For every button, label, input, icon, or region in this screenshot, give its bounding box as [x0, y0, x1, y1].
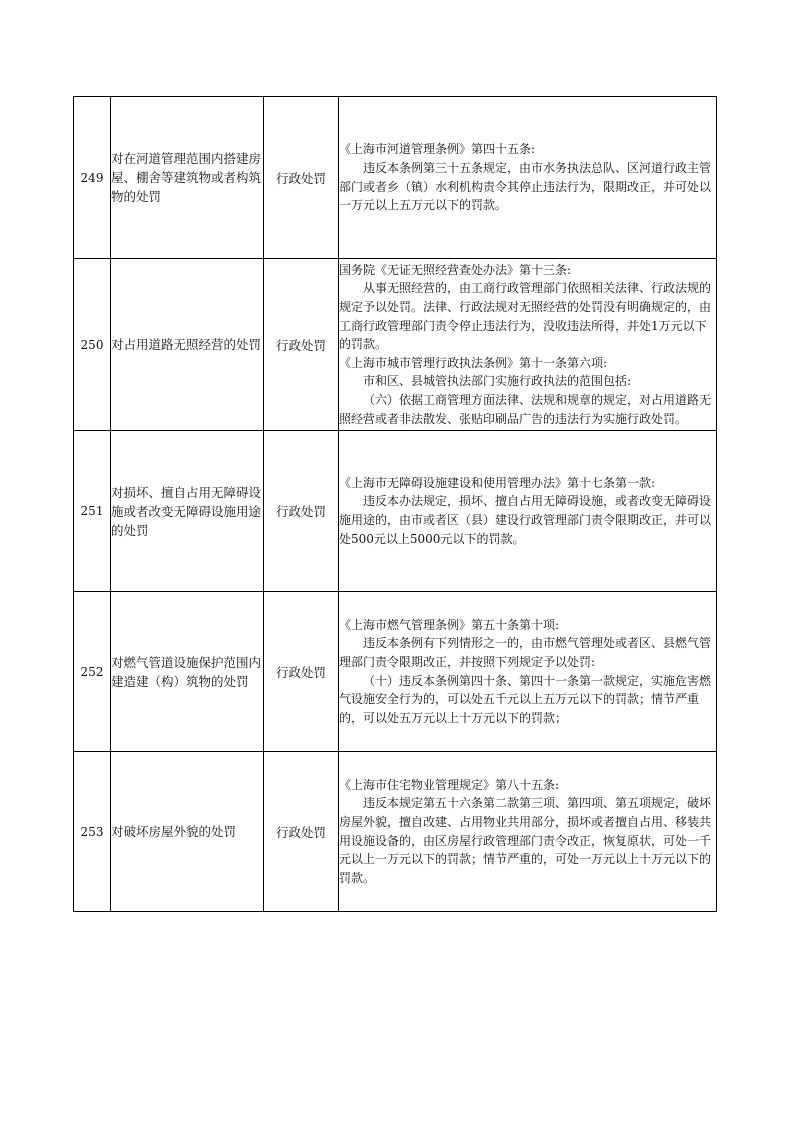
basis-line: 市和区、县城管执法部门实施行政执法的范围包括:	[363, 374, 632, 389]
table-row	[74, 97, 717, 259]
basis-line: 违反本条例有下列情形之一的，由市燃气管理处或者区、县燃气管理部门责令限期改正，并按照下列规定予以处罚:	[339, 636, 712, 669]
penalty-type: 行政处罚	[264, 752, 339, 912]
basis-line: （六）依据工商管理方面法律、法规和规章的规定，对占用道路无照经营或者非法散发、张贴印刷品广告的违法行为实施行政处罚。	[339, 392, 712, 426]
basis-line: 违反本规定第五十六条第二款第三项、第四项、第五项规定，破坏房屋外貌，擅自改建、占用物业共用部分，损坏或者擅自占用、移装共用设施设备的，由区房屋行政管理部门责令改正，恢复原状，可处一千元以上一万元以下的罚款；情节严重的，可处一万元以上十万元以下的罚款。	[339, 796, 712, 885]
penalty-type: 行政处罚	[264, 592, 339, 752]
penalty-type: 行政处罚	[264, 97, 339, 259]
legal-basis	[339, 592, 717, 752]
basis-line: 从事无照经营的，由工商行政管理部门依照相关法律、行政法规的规定予以处罚。法律、行政法规对无照经营的处罚没有明确规定的，由工商行政管理部门责令停止违法行为，没收违法所得，并处1万元以下的罚款。	[339, 281, 712, 352]
penalty-table	[73, 96, 717, 912]
basis-line: 违反本条例第三十五条规定，由市水务执法总队、区河道行政主管部门或者乡（镇）水利机构责令其停止违法行为，限期改正，并可处以一万元以上五万元以下的罚款。	[339, 160, 712, 213]
table-row	[74, 592, 717, 752]
basis-line: 《上海市燃气管理条例》第五十条第十项:	[339, 617, 560, 632]
row-number: 250	[74, 259, 111, 431]
basis-line: 违反本办法规定，损坏、擅自占用无障碍设施，或者改变无障碍设施用途的，由市或者区（县）建设行政管理部门责令限期改正，并可以处500元以上5000元以下的罚款。	[339, 494, 712, 546]
legal-basis	[339, 431, 717, 592]
penalty-type: 行政处罚	[264, 431, 339, 592]
basis-line: 《上海市河道管理条例》第四十五条:	[339, 142, 536, 157]
row-number: 251	[74, 431, 111, 592]
row-number: 249	[74, 97, 111, 259]
table-row	[74, 431, 717, 592]
legal-basis	[339, 97, 717, 259]
row-number: 253	[74, 752, 111, 912]
basis-line: 《上海市无障碍设施建设和使用管理办法》第十七条第一款:	[339, 475, 656, 490]
row-number: 252	[74, 592, 111, 752]
basis-line: 国务院《无证无照经营查处办法》第十三条:	[339, 262, 572, 277]
basis-line: （十）违反本条例第四十条、第四十一条第一款规定，实施危害燃气设施安全行为的，可以处五千元以上五万元以下的罚款；情节严重的，可以处五万元以上十万元以下的罚款；	[339, 673, 712, 725]
item-name: 对破坏房屋外貌的处罚	[111, 752, 264, 912]
legal-basis	[339, 259, 717, 431]
penalty-type: 行政处罚	[264, 259, 339, 431]
item-name: 对燃气管道设施保护范围内建造建（构）筑物的处罚	[111, 592, 264, 752]
basis-line: 《上海市住宅物业管理规定》第八十五条:	[339, 777, 560, 792]
table-row	[74, 752, 717, 912]
table-row	[74, 259, 717, 431]
item-name: 对损坏、擅自占用无障碍设施或者改变无障碍设施用途的处罚	[111, 431, 264, 592]
basis-line: 《上海市城市管理行政执法条例》第十一条第六项:	[339, 355, 608, 370]
item-name: 对占用道路无照经营的处罚	[111, 259, 264, 431]
legal-basis	[339, 752, 717, 912]
item-name: 对在河道管理范围内搭建房屋、棚舍等建筑物或者构筑物的处罚	[111, 97, 264, 259]
